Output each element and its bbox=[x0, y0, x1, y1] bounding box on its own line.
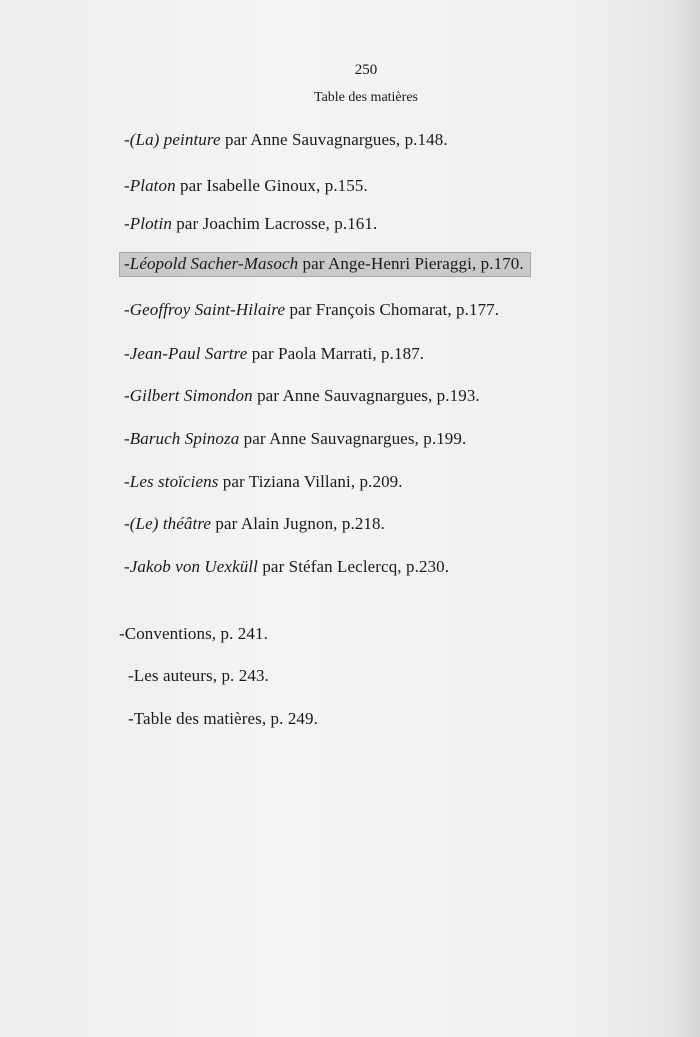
entry-author-page: par Tiziana Villani, p.209. bbox=[218, 472, 403, 491]
page-number: 250 bbox=[354, 62, 378, 78]
page-title: Table des matières bbox=[314, 90, 418, 105]
entry-author-page: par Alain Jugnon, p.218. bbox=[211, 514, 385, 533]
entry-author-page: par Joachim Lacrosse, p.161. bbox=[171, 214, 378, 233]
entry-subject: -Platon bbox=[124, 176, 176, 195]
entry-subject: -Geoffroy Saint-Hilaire bbox=[124, 300, 286, 319]
toc-entry-uexkull bbox=[124, 557, 449, 577]
toc-entry-auteurs: -Les auteurs, p. 243. bbox=[128, 666, 269, 685]
toc-entry-conventions: -Conventions, p. 241. bbox=[119, 624, 268, 643]
entry-subject: -Gilbert Simondon bbox=[124, 386, 253, 405]
entry-author-page: par Anne Sauvagnargues, p.199. bbox=[239, 429, 467, 448]
toc-entry-table-matieres: -Table des matières, p. 249. bbox=[128, 709, 318, 728]
entry-author-page: par Anne Sauvagnargues, p.193. bbox=[252, 386, 480, 405]
entry-author-page: par Paola Marrati, p.187. bbox=[247, 344, 425, 363]
entry-subject: -Baruch Spinoza bbox=[124, 429, 240, 448]
entry-subject: -Plotin bbox=[124, 214, 172, 233]
toc-entry-theatre bbox=[124, 514, 385, 534]
entry-author-page: par Isabelle Ginoux, p.155. bbox=[175, 176, 368, 195]
entry-author-page: par Anne Sauvagnargues, p.148. bbox=[220, 130, 448, 149]
page-spine-shadow bbox=[672, 0, 700, 1037]
entry-subject: -(Le) théâtre bbox=[124, 514, 212, 533]
entry-subject: -(La) peinture bbox=[124, 130, 221, 149]
entry-subject: -Léopold Sacher-Masoch bbox=[124, 254, 299, 273]
toc-entry-saint-hilaire bbox=[124, 300, 499, 320]
entry-author-page: par Ange-Henri Pieraggi, p.170. bbox=[298, 254, 524, 273]
entry-subject: -Les stoïciens bbox=[124, 472, 219, 491]
toc-entry-plotin bbox=[124, 214, 377, 234]
entry-subject: -Jakob von Uexküll bbox=[124, 557, 258, 576]
toc-entry-sacher-masoch-selected[interactable] bbox=[119, 252, 531, 277]
toc-entry-simondon bbox=[124, 386, 480, 406]
toc-entry-peinture bbox=[124, 130, 448, 150]
entry-subject: -Jean-Paul Sartre bbox=[124, 344, 248, 363]
toc-entry-platon bbox=[124, 176, 368, 196]
entry-author-page: par Stéfan Leclercq, p.230. bbox=[257, 557, 450, 576]
toc-entry-spinoza bbox=[124, 429, 466, 449]
toc-entry-sartre bbox=[124, 344, 424, 364]
entry-author-page: par François Chomarat, p.177. bbox=[285, 300, 500, 319]
toc-entry-stoiciens bbox=[124, 472, 403, 492]
